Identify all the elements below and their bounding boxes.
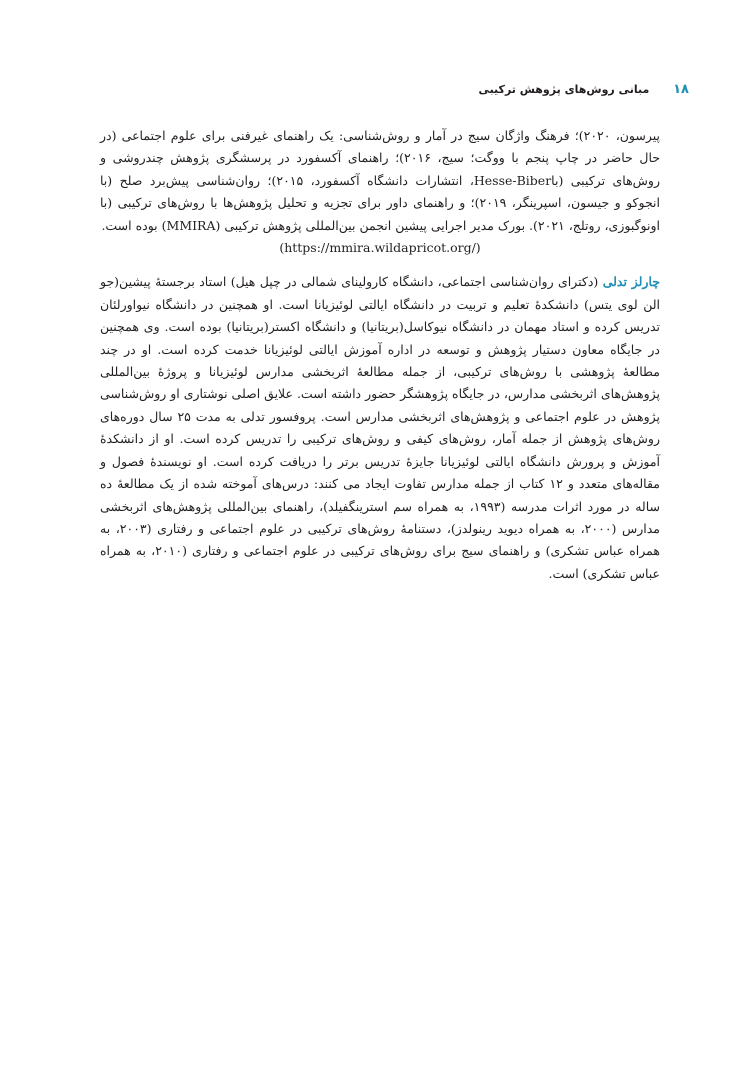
page-header [240, 80, 689, 100]
author-name: چارلز تدلی [602, 274, 660, 290]
page-number: ۱۸ [673, 82, 689, 97]
paragraph-burke-bio [100, 125, 660, 259]
paragraph-text: پیرسون، ۲۰۲۰)؛ فرهنگ واژگان سیج در آمار و روش‌شناسی: یک راهنمای غیرفنی برای علوم اجتماعی (در حال حاضر در چاپ پنجم با ووگت؛ سیج، ۲۰۱۶)؛ راهنمای آکسفورد در پرسشگری پژوهش چندروشی و روش‌های ترکیبی (باHesse-Biber، انتشارات دانشگاه آکسفورد، ۲۰۱۵)؛ روان‌شناسی پیش‌برد صلح (با انجوکو و جیسون، اسپرینگر، ۲۰۱۹)؛ و راهنمای داور برای تجزیه و تحلیل پژوهش‌ها با روش‌های ترکیبی (با اونوگبوزی، روتلج، ۲۰۲۱). بورک مدیر اجرایی پیشین انجمن بین‌المللی پژوهش ترکیبی (MMIRA) بوده است. [100, 128, 661, 233]
page-body [100, 125, 660, 585]
mmira-url: (https://mmira.wildapricot.org/) [279, 240, 481, 256]
paragraph-teddlie-bio [100, 271, 660, 585]
chapter-title: مبانی روش‌های پژوهش ترکیبی [478, 83, 650, 96]
paragraph-text: (دکترای روان‌شناسی اجتماعی، دانشگاه کارولینای شمالی در چپل هیل) استاد برجستهٔ پیشین(جو الن لوی یتس) دانشکدهٔ تعلیم و تربیت در دانشگاه ایالتی لوئیزیانا است. او همچنین در دانشگاه نیواورلئان تدریس کرده و استاد مهمان در دانشگاه نیوکاسل(بریتانیا) و دانشگاه اکستر(بریتانیا) بوده است. وی همچنین در جایگاه معاون دستیار پژوهش و توسعه در اداره آموزش ایالتی لوئیزیانا خدمت کرده است. او در چند مطالعهٔ پژوهشی با روش‌های ترکیبی، از جمله مطالعهٔ اثربخشی مدارس لوئیزیانا و پروژهٔ بین‌المللی پژوهش‌های اثربخشی مدارس، در جایگاه پژوهشگر حضور داشته است. علایق اصلی نوشتاری او روش‌شناسی پژوهش در علوم اجتماعی و پژوهش‌های اثربخشی مدارس است. پروفسور تدلی به مدت ۲۵ سال دوره‌های روش‌های پژوهش از جمله آمار، روش‌های کیفی و روش‌های ترکیبی را تدریس کرده است. او از دانشکدهٔ آموزش و پرورش دانشگاه ایالتی لوئیزیانا جایزهٔ تدریس برتر را دریافت کرده است. او نویسندهٔ فصول و مقاله‌های متعدد و ۱۲ کتاب از جمله مدارس تفاوت ایجاد می کنند: درس‌های آموخته شده از یک مطالعهٔ ده ساله در مورد اثرات مدرسه (۱۹۹۳، به همراه سم استرینگفیلد)، راهنمای بین‌المللی پژوهش‌های اثربخشی مدارس (۲۰۰۰، به همراه دیوید رینولدز)، دستنامهٔ روش‌های ترکیبی در علوم اجتماعی و رفتاری (۲۰۰۳، به همراه عباس تشکری) و راهنمای سیج برای روش‌های ترکیبی در علوم اجتماعی و رفتاری (۲۰۱۰، به همراه عباس تشکری) است. [100, 274, 661, 581]
